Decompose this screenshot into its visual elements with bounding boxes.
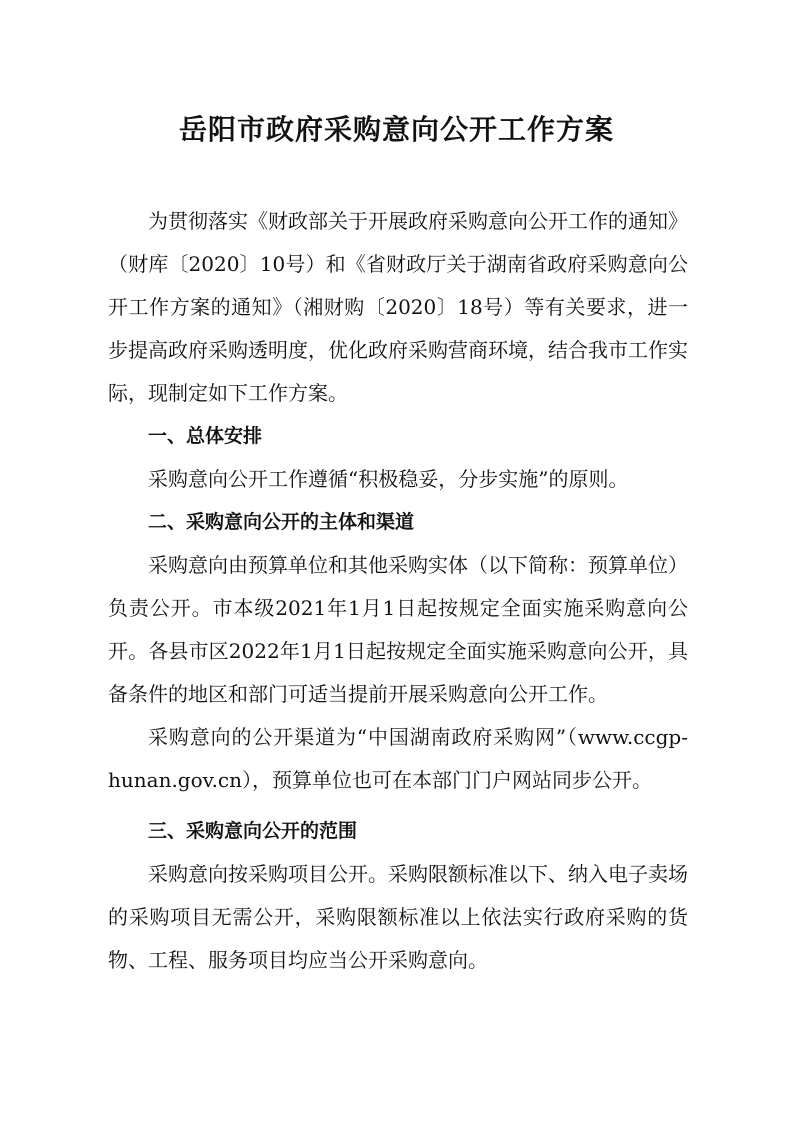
section-paragraph: 采购意向公开工作遵循“积极稳妥，分步实施”的原则。 — [148, 467, 629, 491]
section-heading-scope: 三、采购意向公开的范围 — [148, 820, 358, 842]
document-title: 岳阳市政府采购意向公开工作方案 — [178, 113, 614, 146]
section-heading-subject-channel: 二、采购意向公开的主体和渠道 — [148, 511, 415, 533]
section-paragraph: 采购意向按采购项目公开。采购限额标准以下、纳入电子卖场的采购项目无需公开，采购限额标准以上依法实行政府采购的货物、工程、服务项目均应当公开采购意向。 — [108, 862, 688, 972]
section-heading-overall: 一、总体安排 — [148, 425, 263, 447]
section-paragraph: 采购意向的公开渠道为“中国湖南政府采购网”（www.ccgp-hunan.gov.cn），预算单位也可在本部门门户网站同步公开。 — [108, 725, 688, 792]
spacer — [108, 802, 688, 810]
document-body — [108, 200, 688, 982]
intro-paragraph: 为贯彻落实《财政部关于开展政府采购意向公开工作的通知》（财库〔2020〕10号）和《省财政厅关于湖南省政府采购意向公开工作方案的通知》（湘财购〔2020〕18号）等有关要求，进一步提高政府采购透明度，优化政府采购营商环境，结合我市工作实际，现制定如下工作方案。 — [108, 209, 688, 405]
section-paragraph: 采购意向由预算单位和其他采购实体（以下简称：预算单位）负责公开。市本级2021年1月1日起按规定全面实施采购意向公开。各县市区2022年1月1日起按规定全面实施采购意向公开，具备条件的地区和部门可适当提前开展采购意向公开工作。 — [108, 553, 688, 706]
